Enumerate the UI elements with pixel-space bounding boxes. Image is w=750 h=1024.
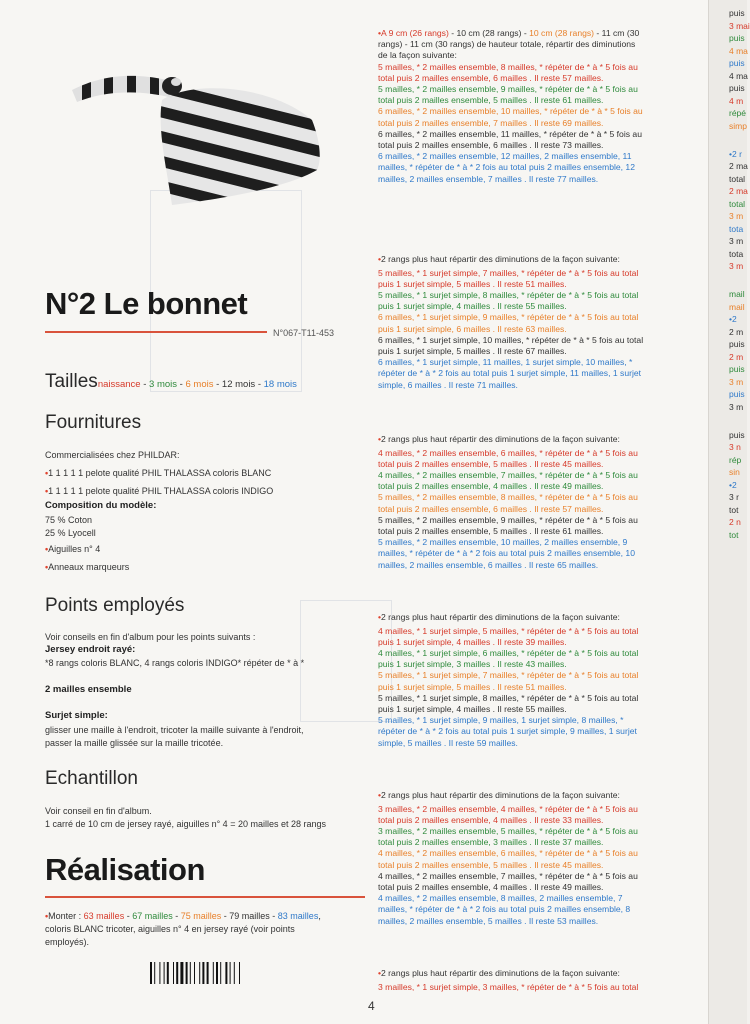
echantillon-text: Voir conseil en fin d'album. <box>45 806 152 816</box>
next-page-fragment: 3 n <box>729 442 741 452</box>
next-page-fragment: •2 <box>729 479 737 490</box>
instruction-line: mailles, * répéter de * à * 2 fois au total puis 2 mailles ensemble, 10 <box>378 548 635 559</box>
instruction-line: 5 mailles, * 2 mailles ensemble, 9 mailles, * répéter de * à * 5 fois au <box>378 514 638 525</box>
instruction-line: 6 mailles, * 2 mailles ensemble, 10 mailles, * répéter de * à * 5 fois au <box>378 106 643 117</box>
next-page-fragment: total <box>729 173 746 184</box>
instruction-line: 5 mailles, * 2 mailles ensemble, 10 mailles, 2 mailles ensemble, 9 <box>378 537 628 548</box>
points-heading: Points employés <box>45 595 185 616</box>
instruction-line: répéter de * à * 2 fois au total puis 1 surjet simple, 11 mailles, 1 surjet <box>378 368 642 379</box>
size-option: - <box>213 379 222 390</box>
next-page-fragment: puis <box>729 364 745 374</box>
section-heading: •2 rangs plus haut répartir des diminutions de la façon suivante: <box>378 254 620 264</box>
instruction-line: 5 mailles, * 1 surjet simple, 7 mailles, * répéter de * à * 5 fois au total <box>378 267 639 278</box>
fourniture-item: •Aiguilles n° 4 <box>45 544 101 554</box>
instruction-line: 6 mailles, * 1 surjet simple, 10 mailles, * répéter de * à * 5 fois au total <box>378 334 644 345</box>
composition-line: 25 % Lyocell <box>45 528 96 538</box>
section-heading: •2 rangs plus haut répartir des diminutions de la façon suivante: <box>378 790 620 800</box>
size-option: - <box>255 379 264 390</box>
next-page-fragment: 2 ma <box>729 161 748 171</box>
instruction-line: mailles, 2 mailles ensemble, 6 mailles . Il reste 65 mailles. <box>378 559 599 570</box>
next-page-fragment: tota <box>729 248 744 259</box>
instruction-line: total puis 2 mailles ensemble, 5 mailles . Il reste 61 mailles. <box>378 95 604 106</box>
next-page-fragment: 3 mai <box>729 20 750 31</box>
instruction-line: 5 mailles, * 1 surjet simple, 8 mailles, * répéter de * à * 5 fois au total <box>378 692 639 703</box>
size-option: 6 mois <box>185 379 214 390</box>
next-page-fragment: tot <box>729 504 739 515</box>
next-page-fragment: puis <box>729 429 745 440</box>
instruction-line: mailles, 2 mailles ensemble, 5 mailles . Il reste 53 mailles. <box>378 915 599 926</box>
instruction-line: 4 mailles, * 2 mailles ensemble, 6 mailles, * répéter de * à * 5 fois au <box>378 848 638 859</box>
size-option: 18 mois <box>263 379 297 390</box>
instruction-line: 6 mailles, * 1 surjet simple, 11 mailles, 1 surjet simple, 10 mailles, * <box>378 357 633 368</box>
next-page-fragment: puis <box>729 33 745 43</box>
instruction-line: puis 1 surjet simple, 5 mailles . Il reste 51 mailles. <box>378 681 567 692</box>
next-page-fragment: •2 r <box>729 148 742 159</box>
section-heading: •2 rangs plus haut répartir des diminutions de la façon suivante: <box>378 612 620 622</box>
instruction-line: 4 mailles, * 2 mailles ensemble, 8 mailles, 2 mailles ensemble, 7 <box>378 893 623 904</box>
instruction-line: 6 mailles, * 2 mailles ensemble, 11 mailles, * répéter de * à * 5 fois au <box>378 128 642 139</box>
size-option: naissance <box>97 379 141 390</box>
next-page-fragment: puis <box>729 389 745 399</box>
monter-text: employés). <box>45 937 90 947</box>
instruction-line: total puis 2 mailles ensemble, 7 mailles . Il reste 69 mailles. <box>378 117 604 128</box>
reference-number: N°067-T11-453 <box>273 328 334 338</box>
instruction-line: puis 1 surjet simple, 6 mailles . Il reste 63 mailles. <box>378 323 567 334</box>
next-page-fragment: •2 <box>729 314 737 324</box>
composition-label: Composition du modèle: <box>45 500 157 511</box>
barcode-graphic <box>150 962 256 984</box>
instruction-line: mailles, 2 mailles ensemble, 7 mailles . Il reste 77 mailles. <box>378 173 599 184</box>
instruction-line: total puis 2 mailles ensemble, 4 mailles . Il reste 33 mailles. <box>378 814 604 825</box>
echantillon-heading: Echantillon <box>45 768 138 789</box>
instruction-line: total puis 2 mailles ensemble, 5 mailles . Il reste 61 mailles. <box>378 525 604 536</box>
instruction-line: 4 mailles, * 1 surjet simple, 6 mailles, * répéter de * à * 5 fois au total <box>378 647 639 658</box>
next-page-fragment: 2 ma <box>729 186 748 196</box>
echantillon-text: 1 carré de 10 cm de jersey rayé, aiguilles n° 4 = 20 mailles et 28 rangs <box>45 819 326 829</box>
composition-line: 75 % Coton <box>45 515 93 525</box>
size-option: - <box>140 379 150 390</box>
instruction-line: 4 mailles, * 2 mailles ensemble, 7 mailles, * répéter de * à * 5 fois au <box>378 469 638 480</box>
instruction-line: 4 mailles, * 1 surjet simple, 5 mailles, * répéter de * à * 5 fois au total <box>378 625 639 636</box>
next-page-fragment: sin <box>729 467 740 477</box>
instruction-line: 3 mailles, * 2 mailles ensemble, 5 mailles, * répéter de * à * 5 fois au <box>378 825 638 836</box>
instruction-line: 6 mailles, * 2 mailles ensemble, 12 mailles, 2 mailles ensemble, 11 <box>378 151 632 162</box>
next-page-fragment: mail <box>729 289 745 299</box>
sizes-line <box>45 371 297 393</box>
instruction-line: total puis 2 mailles ensemble, 6 mailles . Il reste 73 mailles. <box>378 140 604 150</box>
next-page-fragment: 3 m <box>729 401 744 412</box>
instruction-line: total puis 2 mailles ensemble, 5 mailles . Il reste 45 mailles. <box>378 458 604 469</box>
next-page-fragment: simp <box>729 120 747 131</box>
title-underline <box>45 331 267 333</box>
instruction-line: 5 mailles, * 2 mailles ensemble, 8 mailles, * répéter de * à * 5 fois au <box>378 492 638 503</box>
size-option: 12 mois <box>221 379 256 390</box>
next-page-fragment: 3 m <box>729 211 744 221</box>
next-page-fragment: rép <box>729 454 742 465</box>
instruction-line: total puis 2 mailles ensemble, 5 mailles . Il reste 45 mailles. <box>378 859 604 870</box>
fournitures-heading: Fournitures <box>45 412 142 433</box>
instruction-line: puis 1 surjet simple, 4 mailles . Il reste 55 mailles. <box>378 301 567 312</box>
size-option: - <box>177 379 186 390</box>
next-page-fragment: 2 n <box>729 517 741 527</box>
next-page-fragment: tot <box>729 529 739 540</box>
monter-text: coloris BLANC tricoter, aiguilles n° 4 en jersey rayé (voir points <box>45 924 295 934</box>
instruction-line: puis 1 surjet simple, 5 mailles . Il reste 51 mailles. <box>378 278 567 289</box>
next-page-fragment: puis <box>729 339 745 349</box>
sizes-label: Tailles <box>45 371 98 392</box>
next-page-fragment: 3 r <box>729 492 739 502</box>
instruction-line: 5 mailles, * 1 surjet simple, 8 mailles, * répéter de * à * 5 fois au total <box>378 289 639 300</box>
instruction-line: 3 mailles, * 1 surjet simple, 3 mailles, * répéter de * à * 5 fois au total <box>378 981 639 992</box>
fournitures-intro: Commercialisées chez PHILDAR: <box>45 450 180 460</box>
size-option: 3 mois <box>149 379 178 390</box>
next-page-fragment: puis <box>729 58 745 68</box>
intro-line: rangs) - 11 cm (30 rangs) de hauteur totale, répartir des diminutions <box>378 39 636 50</box>
instruction-line: total puis 2 mailles ensemble, 4 mailles . Il reste 49 mailles. <box>378 881 604 892</box>
instruction-line: puis 1 surjet simple, 5 mailles . Il reste 67 mailles. <box>378 345 567 356</box>
next-page-fragment: puis <box>729 8 745 18</box>
instruction-line: 5 mailles, * 1 surjet simple, 9 mailles, 1 surjet simple, 8 mailles, * <box>378 715 624 726</box>
instruction-line: total puis 2 mailles ensemble, 6 mailles . Il reste 57 mailles. <box>378 503 604 514</box>
fourniture-item: •Anneaux marqueurs <box>45 562 130 572</box>
jersey-text: *8 rangs coloris BLANC, 4 rangs coloris INDIGO* répéter de * à * <box>45 658 305 668</box>
next-page-fragment: 3 m <box>729 236 744 246</box>
instruction-line: 5 mailles, * 1 surjet simple, 7 mailles, * répéter de * à * 5 fois au total <box>378 670 639 681</box>
next-page-fragment: 3 m <box>729 376 744 387</box>
two-stitches-label: 2 mailles ensemble <box>45 684 132 695</box>
instruction-line: 4 mailles, * 2 mailles ensemble, 6 mailles, * répéter de * à * 5 fois au <box>378 447 638 458</box>
instruction-line: 6 mailles, * 1 surjet simple, 9 mailles, * répéter de * à * 5 fois au total <box>378 312 639 323</box>
instruction-line: mailles, * répéter de * à * 2 fois au total puis 2 mailles ensemble, 8 <box>378 904 631 915</box>
section-heading: •2 rangs plus haut répartir des diminutions de la façon suivante: <box>378 968 620 978</box>
instruction-line: puis 1 surjet simple, 4 mailles . Il reste 39 mailles. <box>378 636 567 647</box>
intro-line: •A 9 cm (26 rangs) - 10 cm (28 rangs) - 10 cm (28 rangs) - 11 cm (30 <box>378 28 640 38</box>
fourniture-item: •1 1 1 1 1 pelote qualité PHIL THALASSA coloris INDIGO <box>45 486 274 496</box>
next-page-fragment: 4 ma <box>729 45 748 56</box>
monter-line: •Monter : 63 mailles - 67 mailles - 75 mailles - 79 mailles - 83 mailles, <box>45 911 321 921</box>
next-page-fragment: puis <box>729 83 745 93</box>
surjet-label: Surjet simple: <box>45 710 108 721</box>
jersey-label: Jersey endroit rayé: <box>45 644 136 655</box>
instruction-line: répéter de * à * 2 fois au total puis 1 surjet simple, 9 mailles, 1 surjet <box>378 726 637 737</box>
instruction-line: simple, 6 mailles . Il reste 71 mailles. <box>378 379 518 390</box>
realisation-heading: Réalisation <box>45 852 205 887</box>
instruction-line: 5 mailles, * 2 mailles ensemble, 9 mailles, * répéter de * à * 5 fois au <box>378 84 638 94</box>
section-heading: •2 rangs plus haut répartir des diminutions de la façon suivante: <box>378 434 620 444</box>
instruction-line: puis 1 surjet simple, 3 mailles . Il reste 43 mailles. <box>378 659 567 670</box>
fourniture-item: •1 1 1 1 1 pelote qualité PHIL THALASSA coloris BLANC <box>45 468 272 478</box>
next-page-fragment: tota <box>729 223 744 234</box>
instruction-line: mailles, * répéter de * à * 2 fois au total puis 2 mailles ensemble, 12 <box>378 162 635 173</box>
points-intro: Voir conseils en fin d'album pour les points suivants : <box>45 632 256 642</box>
instruction-line: total puis 2 mailles ensemble, 6 mailles . Il reste 57 mailles. <box>378 72 604 83</box>
instruction-line: 4 mailles, * 2 mailles ensemble, 7 mailles, * répéter de * à * 5 fois au <box>378 870 638 881</box>
next-page-fragment: 2 m <box>729 326 744 337</box>
page-number: 4 <box>368 999 375 1013</box>
instruction-line: simple, 5 mailles . Il reste 59 mailles. <box>378 737 518 748</box>
realisation-underline <box>45 896 365 898</box>
surjet-text: passer la maille glissée sur la maille tricotée. <box>45 738 224 748</box>
instruction-line: puis 1 surjet simple, 4 mailles . Il reste 55 mailles. <box>378 703 567 714</box>
next-page-fragment: 4 ma <box>729 70 748 81</box>
next-page-fragment: 2 m <box>729 351 744 362</box>
surjet-text: glisser une maille à l'endroit, tricoter la maille suivante à l'endroit, <box>45 725 304 735</box>
page-title: N°2 Le bonnet <box>45 286 248 321</box>
next-page-fragment: 3 m <box>729 261 744 271</box>
sizes-list <box>98 379 297 390</box>
next-page-fragment: total <box>729 198 746 209</box>
next-page-edge <box>708 0 750 1024</box>
instruction-line: 3 mailles, * 2 mailles ensemble, 4 mailles, * répéter de * à * 5 fois au <box>378 803 638 814</box>
knitted-hat-image <box>72 60 322 210</box>
intro-line: de la façon suivante: <box>378 50 457 61</box>
next-page-fragment: mail <box>729 301 745 312</box>
next-page-fragment: 4 m <box>729 95 744 106</box>
instruction-line: total puis 2 mailles ensemble, 3 mailles . Il reste 37 mailles. <box>378 837 604 848</box>
instruction-line: total puis 2 mailles ensemble, 4 mailles . Il reste 49 mailles. <box>378 481 604 492</box>
instruction-line: 5 mailles, * 2 mailles ensemble, 8 mailles, * répéter de * à * 5 fois au <box>378 61 638 72</box>
next-page-fragment: répé <box>729 108 747 118</box>
